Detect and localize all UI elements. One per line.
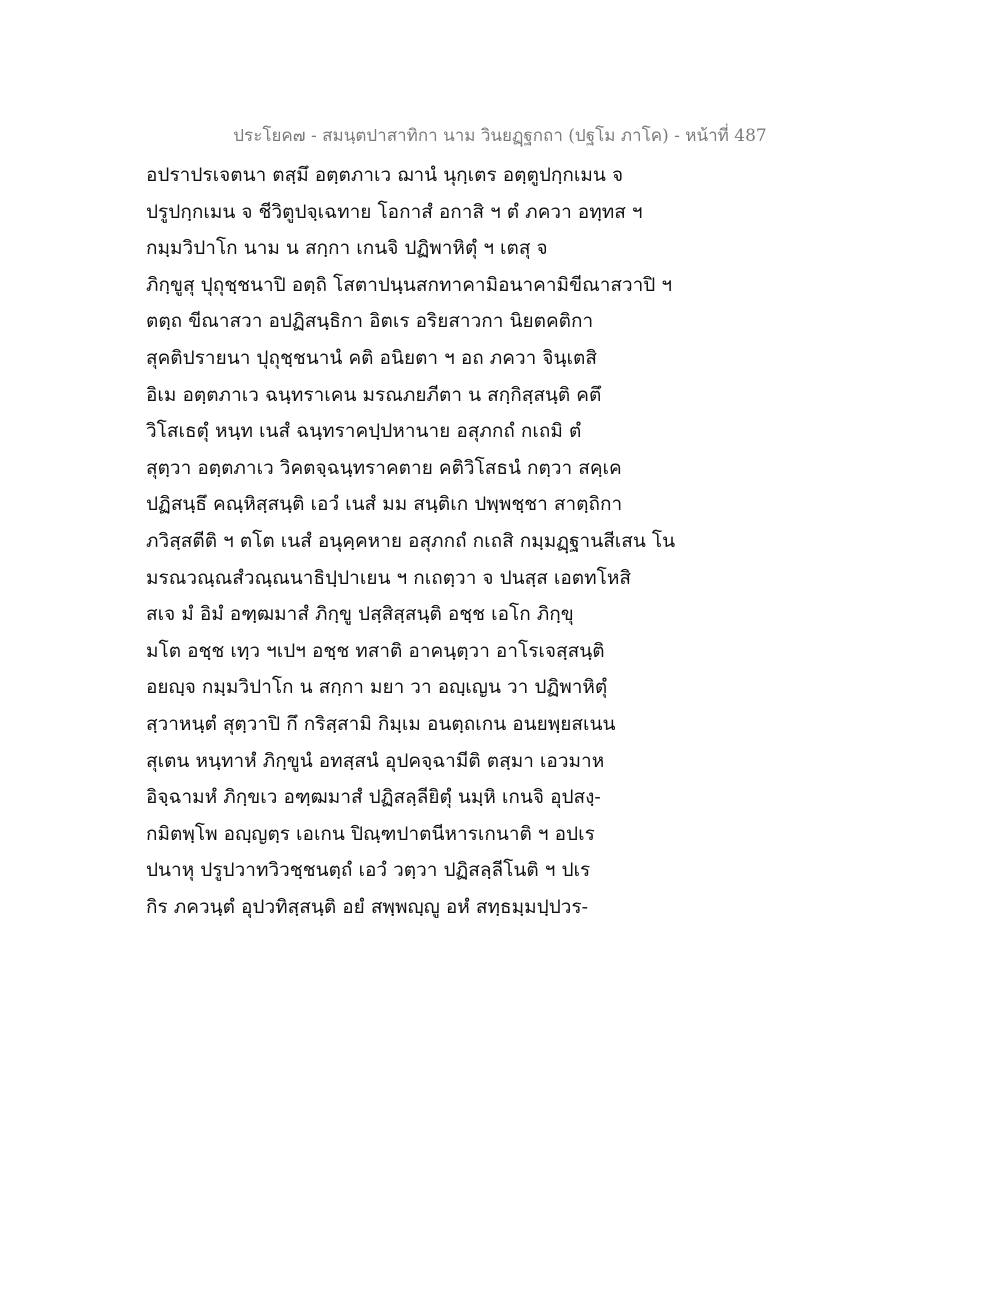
text-line: อิจฺฉามหํ ภิกฺขเว อฑฺฒมาสํ ปฏิสลฺลียิตุํ นมฺหิ เกนจิ อุปสงฺ- bbox=[146, 786, 601, 809]
text-line: ปฏิสนฺธึ คณฺหิสฺสนฺติ เอวํ เนสํ มม สนฺติเก ปพฺพชฺชา สาตฺถิกา bbox=[146, 493, 623, 516]
text-line: กิร ภควนฺตํ อุปวทิสฺสนฺติ อยํ สพฺพญฺญู อหํ สทฺธมฺมปฺปวร- bbox=[146, 895, 589, 918]
text-line: อยญฺจ กมฺมวิปาโก น สกฺกา มยา วา อญฺเญน วา ปฏิพาหิตุํ bbox=[146, 676, 608, 699]
text-line: วิโสเธตุํ หนฺท เนสํ ฉนฺทราคปฺปหานาย อสุภกถํ กเถมิ ตํ bbox=[146, 420, 582, 443]
text-line: สฺวาหนฺตํ สุตฺวาปิ กึ กริสฺสามิ กิมฺเม อนตฺถเกน อนยพฺยสเนน bbox=[146, 712, 616, 735]
text-line: กมิตพฺโพ อญฺญตฺร เอเกน ปิณฺฑปาตนีหารเกนาติ ฯ อปเร bbox=[146, 822, 595, 845]
text-line: อิเม อตฺตภาเว ฉนฺทราเคน มรณภยภีตา น สกฺกิสฺสนฺติ คตึ bbox=[146, 383, 602, 406]
text-line: ปรูปกฺกเมน จ ชีวิตูปจฺเฉทาย โอกาสํ อกาสิ ฯ ตํ ภควา อทฺทส ฯ bbox=[146, 200, 643, 223]
running-header: ประโยค๗ - สมนฺตปาสาทิกา นาม วินยฏฺฐกถา (ปฐโม ภาโค) - หน้าที่ 487 bbox=[233, 126, 767, 146]
text-line: ภิกฺขูสุ ปุถุชฺชนาปิ อตฺถิ โสตาปนฺนสกทาคามิอนาคามิขีณาสวาปิ ฯ bbox=[146, 273, 673, 296]
body-text bbox=[146, 157, 866, 925]
text-line: กมฺมวิปาโก นาม น สกฺกา เกนจิ ปฏิพาหิตุํ ฯ เตสุ จ bbox=[146, 237, 548, 260]
text-line: อปราปรเจตนา ตสฺมึ อตฺตภาเว ฌานํ นุกฺเตร อตฺตูปกฺกเมน จ bbox=[146, 164, 624, 186]
text-line: ภวิสฺสตีติ ฯ ตโต เนสํ อนุคฺคหาย อสุภกถํ กเถสิ กมฺมฏฺฐานสีเสน โน bbox=[146, 529, 676, 552]
text-line: มโต อชฺช เทฺว ฯเปฯ อชฺช ทสาติ อาคนฺตฺวา อาโรเจสฺสนฺติ bbox=[146, 639, 605, 662]
text-line: ปนาหุ ปรูปวาทวิวชฺชนตฺถํ เอวํ วตฺวา ปฏิสลฺลีโนติ ฯ ปเร bbox=[146, 859, 591, 882]
text-line: สุตฺวา อตฺตภาเว วิคตจฺฉนฺทราคตาย คติวิโสธนํ กตฺวา สคฺเค bbox=[146, 456, 622, 479]
text-line: มรณวณฺณสํวณฺณนาธิปฺปาเยน ฯ กเถตฺวา จ ปนสฺส เอตทโหสิ bbox=[146, 566, 631, 589]
text-line: สุเตน หนฺทาหํ ภิกฺขูนํ อทสฺสนํ อุปคจฺฉามีติ ตสฺมา เอวมาห bbox=[146, 749, 605, 772]
text-line: สุคติปรายนา ปุถุชฺชนานํ คติ อนิยตา ฯ อถ ภควา จินฺเตสิ bbox=[146, 346, 597, 369]
text-line: สเจ มํ อิมํ อฑฺฒมาสํ ภิกฺขู ปสฺสิสฺสนฺติ อชฺช เอโก ภิกฺขุ bbox=[146, 603, 574, 626]
text-line: ตตฺถ ขีณาสวา อปฏิสนฺธิกา อิตเร อริยสาวกา นิยตคติกา bbox=[146, 310, 594, 333]
